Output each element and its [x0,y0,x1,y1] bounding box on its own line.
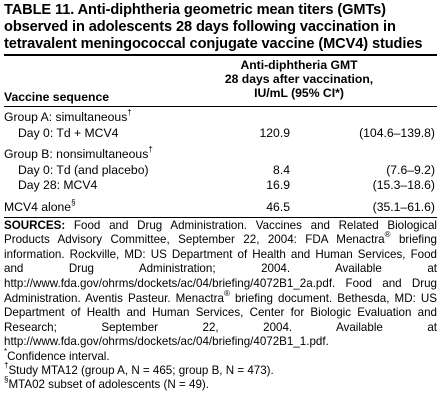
gmt-value: 46.5 [266,199,290,214]
gmt-value: 8.4 [273,162,290,177]
ci-value: (15.3–18.6) [372,178,435,193]
group-b-label: Group B: nonsimultaneous† [4,145,153,162]
table-row [4,147,437,163]
row-label: Day 0: Td (and placebo) [18,162,149,177]
table-row [4,197,437,216]
gmt-value: 120.9 [259,125,290,140]
footnote-ci: *Confidence interval. [4,347,110,363]
ci-value: (35.1–61.6) [372,199,435,214]
footnote-study: †Study MTA12 (group A, N = 465; group B, N = 473). [4,360,274,377]
header-gmt-line2: 28 days after vaccination, [224,72,374,86]
table-header [4,56,437,106]
table-row [4,126,437,142]
bottom-rule [4,217,437,218]
table-body [4,107,437,216]
table-row [4,178,437,194]
sources-note: SOURCES: Food and Drug Administration. Vaccines and Related Biological Products Advisory Committee, September 22, 2004: FDA Menactra® briefing information. Rockville, MD: US Department of Health and Human Services, Food and Drug Administration; 2004. Available at http://www.fda.gov/ohrms/dockets/ac/04/briefing/4072B1_2a.pdf. Food and Drug Administration. Aventis Pasteur. Menactra® briefing document. Bethesda, MD: US Department of Health and Human Services, Center for Biologic Evaluation and Research; September 22, 2004. Available at http://www.fda.gov/ohrms/dockets/ac/04/briefing/4072B1_1.pdf. [4,218,437,349]
row-label: Day 0: Td + MCV4 [18,125,119,140]
ci-value: (104.6–139.8) [359,125,435,140]
table-title: TABLE 11. Anti-diphtheria geometric mean titers (GMTs) observed in adolescents 28 days following vaccination in tetravalent meningococcal conjugate vaccine (MCV4) studies [4,2,423,52]
table-row [4,163,437,179]
table-container [4,2,437,391]
footnote-subset: §MTA02 subset of adolescents (N = 49). [4,374,209,391]
gmt-value: 16.9 [266,178,290,193]
header-gmt-line3: IU/mL (95% CI*) [254,86,344,100]
header-gmt [189,58,409,100]
row-label: MCV4 alone§ [4,197,76,214]
group-a-label: Group A: simultaneous† [4,107,132,124]
sources-label: SOURCES: [4,218,66,232]
table-row [4,107,437,126]
header-gmt-line1: Anti-diphtheria GMT [240,58,358,72]
ci-value: (7.6–9.2) [386,162,435,177]
header-vaccine-sequence: Vaccine sequence [4,90,110,104]
row-label: Day 28: MCV4 [18,178,98,193]
